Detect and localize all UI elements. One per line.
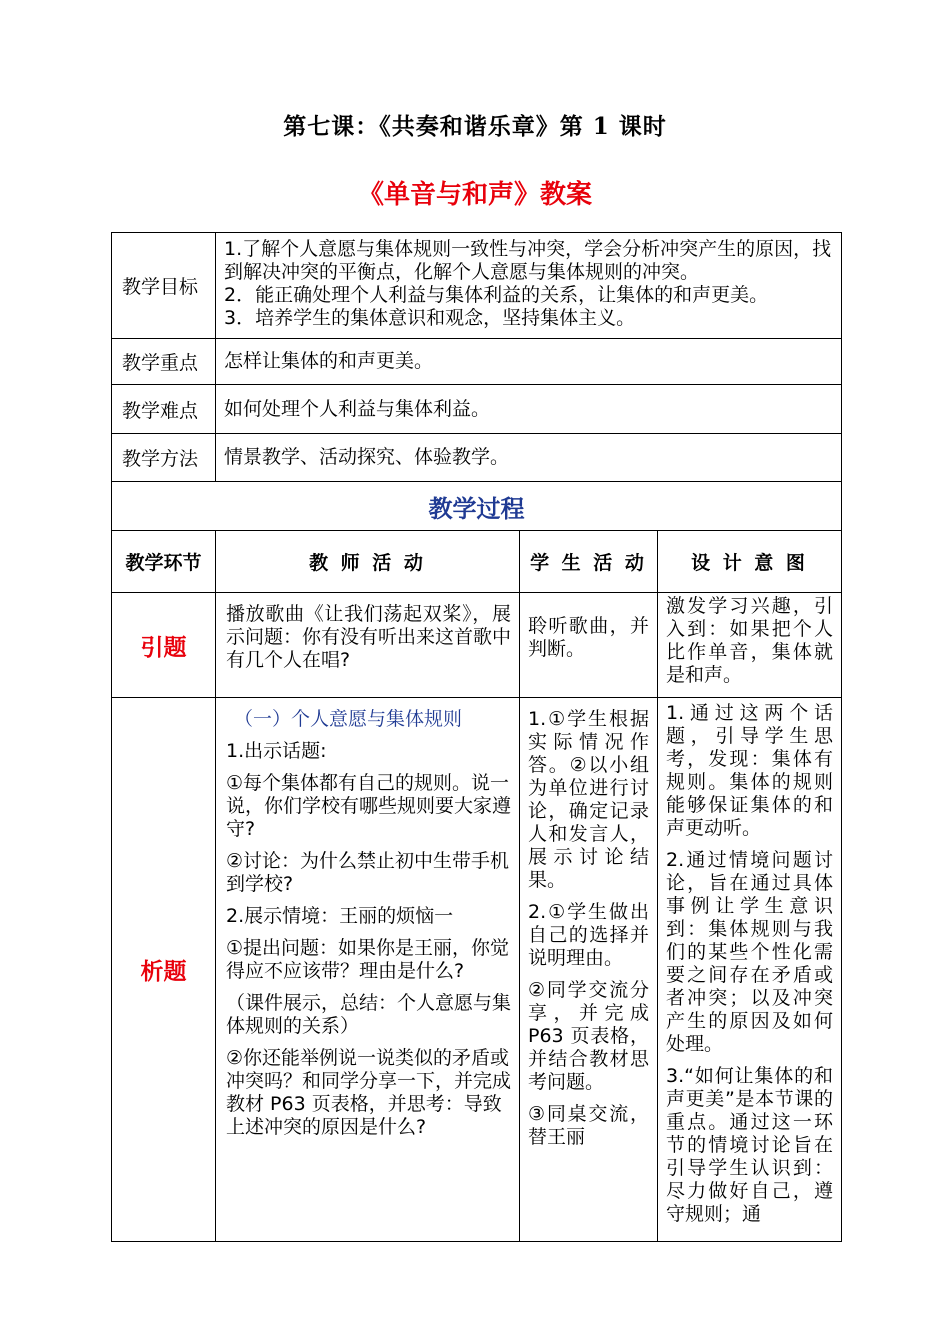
lesson-plan-table [111, 232, 842, 1242]
goal-label: 教学目标 [122, 276, 199, 298]
method-label: 教学方法 [122, 448, 199, 470]
header-student: 学 生 活 动 [530, 552, 647, 574]
goal-row [112, 233, 842, 339]
analysis-row [112, 698, 842, 1242]
plan-subtitle: 《单音与和声》教案 [357, 180, 592, 210]
goal-content-cell [216, 233, 842, 339]
intro-intent-text: 激发学习兴趣，引入到：如果把个人比作单音，集体就是和声。 [666, 595, 834, 686]
analysis-section-heading: （一）个人意愿与集体规则 [234, 708, 463, 730]
goal-line-3: 3．培养学生的集体意识和观念，坚持集体主义。 [224, 307, 636, 329]
analysis-student-item: ②同学交流分享，并完成 P63 页表格，并结合教材思考问题。 [528, 979, 649, 1093]
goal-label-cell [112, 233, 216, 339]
analysis-teacher-item: （课件展示，总结：个人意愿与集体规则的关系） [226, 992, 512, 1037]
lesson-title: 第七课：《共奏和谐乐章》第 1 课时 [283, 113, 667, 140]
analysis-intent-item: 3.“如何让集体的和声更美”是本节课的重点。通过这一环节的情境讨论旨在引导学生认识到：尽力做好自己，遵守规则；通 [666, 1065, 834, 1225]
analysis-student-item: ③同桌交流，替王丽 [528, 1103, 649, 1148]
focus-text: 怎样让集体的和声更美。 [224, 350, 434, 372]
analysis-stage: 析题 [140, 959, 187, 985]
difficulty-label: 教学难点 [122, 399, 199, 422]
process-title: 教学过程 [428, 494, 525, 523]
difficulty-text: 如何处理个人利益与集体利益。 [224, 397, 491, 420]
intro-student-text: 聆听歌曲，并判断。 [528, 615, 649, 660]
process-title-row [112, 482, 842, 531]
analysis-student-item: 1.①学生根据实际情况作答。②以小组为单位进行讨论，确定记录人和发言人，展示讨论结果。 [528, 708, 649, 891]
focus-label: 教学重点 [122, 352, 199, 374]
analysis-teacher-item: ①每个集体都有自己的规则。说一说，你们学校有哪些规则要大家遵守? [226, 772, 512, 840]
analysis-intent-item: 2.通过情境问题讨论，旨在通过具体事例让学生意识到：集体规则与我们的某些个性化需要之间存在矛盾或者冲突；以及冲突产生的原因及如何处理。 [666, 849, 834, 1055]
intro-stage: 引题 [140, 634, 187, 661]
intro-row [112, 593, 842, 698]
goal-line-1: 1.了解个人意愿与集体规则一致性与冲突，学会分析冲突产生的原因，找到解决冲突的平衡点，化解个人意愿与集体规则的冲突。 [224, 238, 832, 283]
intro-teacher-text: 播放歌曲《让我们荡起双桨》，展示问题：你有没有听出来这首歌中有几个人在唱? [226, 603, 512, 671]
header-stage: 教学环节 [125, 552, 202, 574]
analysis-teacher-item: 2.展示情境：王丽的烦恼一 [226, 905, 454, 927]
difficulty-row [112, 385, 842, 434]
analysis-teacher-item: 1.出示话题: [226, 740, 327, 762]
focus-row [112, 339, 842, 385]
header-intent: 设 计 意 图 [691, 552, 808, 574]
analysis-teacher-item: ②你还能举例说一说类似的矛盾或冲突吗？和同学分享一下，并完成教材 P63 页表格，并思考：导致上述冲突的原因是什么? [226, 1047, 512, 1138]
analysis-student-item: 2.①学生做出自己的选择并说明理由。 [528, 901, 649, 969]
analysis-teacher-item: ①提出问题：如果你是王丽，你觉得应不应该带？理由是什么? [226, 937, 510, 982]
method-text: 情景教学、活动探究、体验教学。 [224, 446, 510, 468]
header-teacher: 教 师 活 动 [309, 552, 426, 574]
analysis-intent-item: 1.通过这两个话题，引导学生思考，发现：集体有规则。集体的规则能够保证集体的和声更动听。 [666, 702, 834, 839]
analysis-teacher-item: ②讨论：为什么禁止初中生带手机到学校? [226, 850, 510, 895]
header-row [112, 531, 842, 593]
method-row [112, 434, 842, 482]
goal-line-2: 2．能正确处理个人利益与集体利益的关系，让集体的和声更美。 [224, 284, 769, 306]
